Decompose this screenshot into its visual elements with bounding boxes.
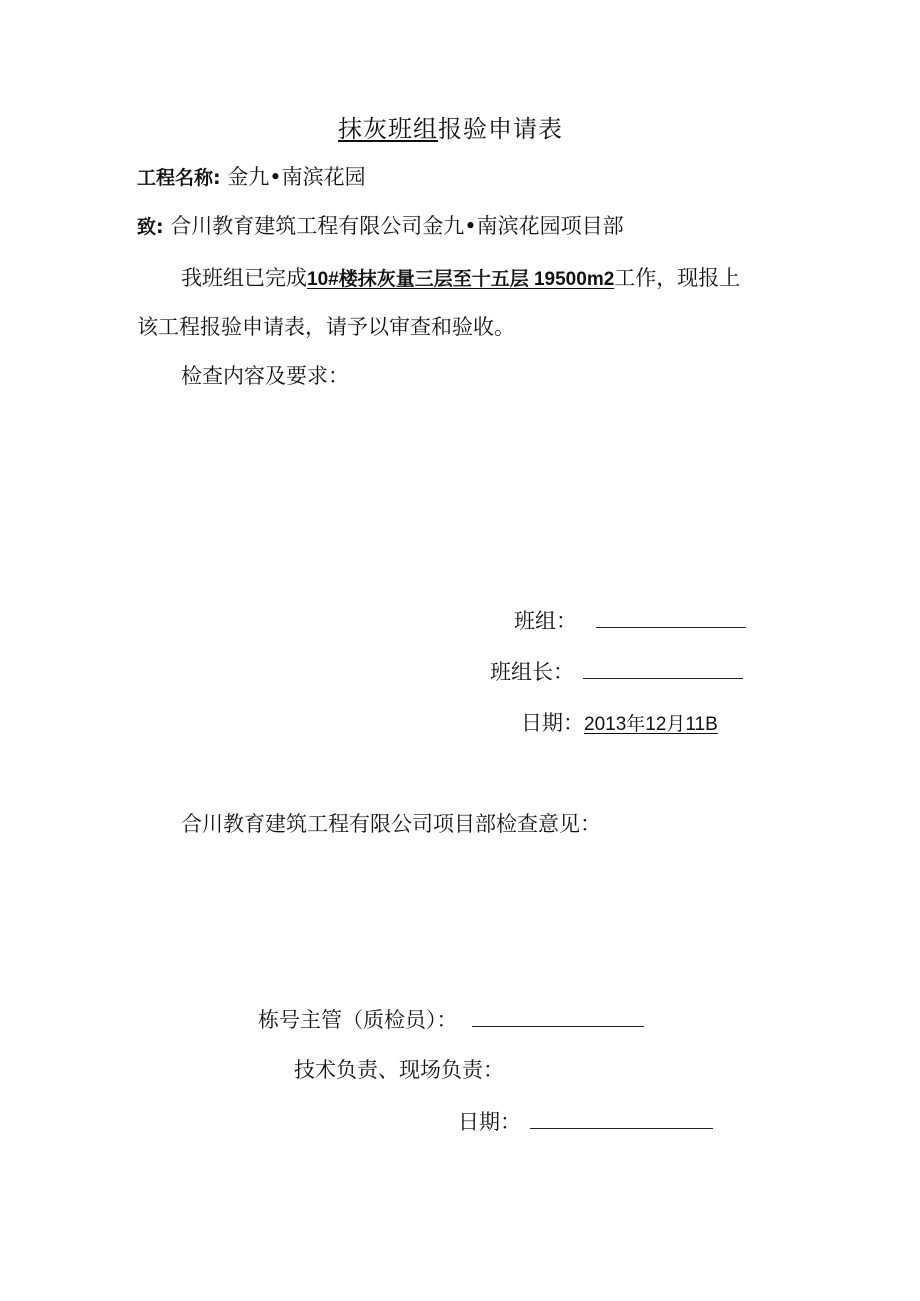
review-date-row [458, 1108, 713, 1136]
company-review-label [181, 810, 601, 838]
team-date-label: 日期： [521, 711, 584, 735]
title-underlined: 抹灰班组 [338, 115, 438, 143]
page-title [338, 115, 563, 143]
body-paragraph-line-2 [137, 313, 515, 341]
body-paragraph-text: 该工程报验申请表，请予以审查和验收。 [137, 315, 515, 339]
team-row [514, 607, 746, 635]
recipient-row [137, 212, 624, 241]
check-content-text: 检查内容及要求： [181, 364, 349, 388]
body-paragraph-line-1 [181, 264, 740, 294]
tech-lead-row [294, 1056, 504, 1084]
supervisor-label: 栋号主管（质检员）： [258, 1008, 458, 1032]
check-content-label [181, 362, 349, 390]
project-name-label: 工程名称: [137, 167, 221, 189]
title-rest: 报验申请表 [438, 115, 563, 143]
company-review-text: 合川教育建筑工程有限公司项目部检查意见： [181, 812, 601, 836]
team-leader-row [490, 658, 743, 686]
review-date-blank[interactable] [530, 1108, 713, 1129]
completed-work-fill: 10#楼抹灰量三层至十五层 19500m2 [307, 269, 615, 290]
team-date-row [521, 709, 718, 739]
tech-lead-label: 技术负责、现场负责： [294, 1058, 504, 1082]
team-label: 班组： [514, 609, 577, 633]
team-signature-blank[interactable] [596, 607, 746, 628]
body-suffix: 工作，现报上 [614, 266, 741, 290]
project-name-row [137, 163, 366, 192]
team-date-value: 2013年12月11B [584, 714, 718, 735]
body-prefix: 我班组已完成 [181, 266, 307, 290]
team-leader-label: 班组长： [490, 660, 574, 684]
recipient-value: 合川教育建筑工程有限公司金九•南滨花园项目部 [170, 214, 624, 238]
recipient-label: 致: [137, 216, 164, 238]
team-leader-signature-blank[interactable] [583, 658, 743, 679]
supervisor-row [258, 1006, 644, 1034]
supervisor-signature-blank[interactable] [472, 1006, 644, 1027]
review-date-label: 日期： [458, 1110, 521, 1134]
project-name-value: 金九•南滨花园 [227, 165, 366, 189]
